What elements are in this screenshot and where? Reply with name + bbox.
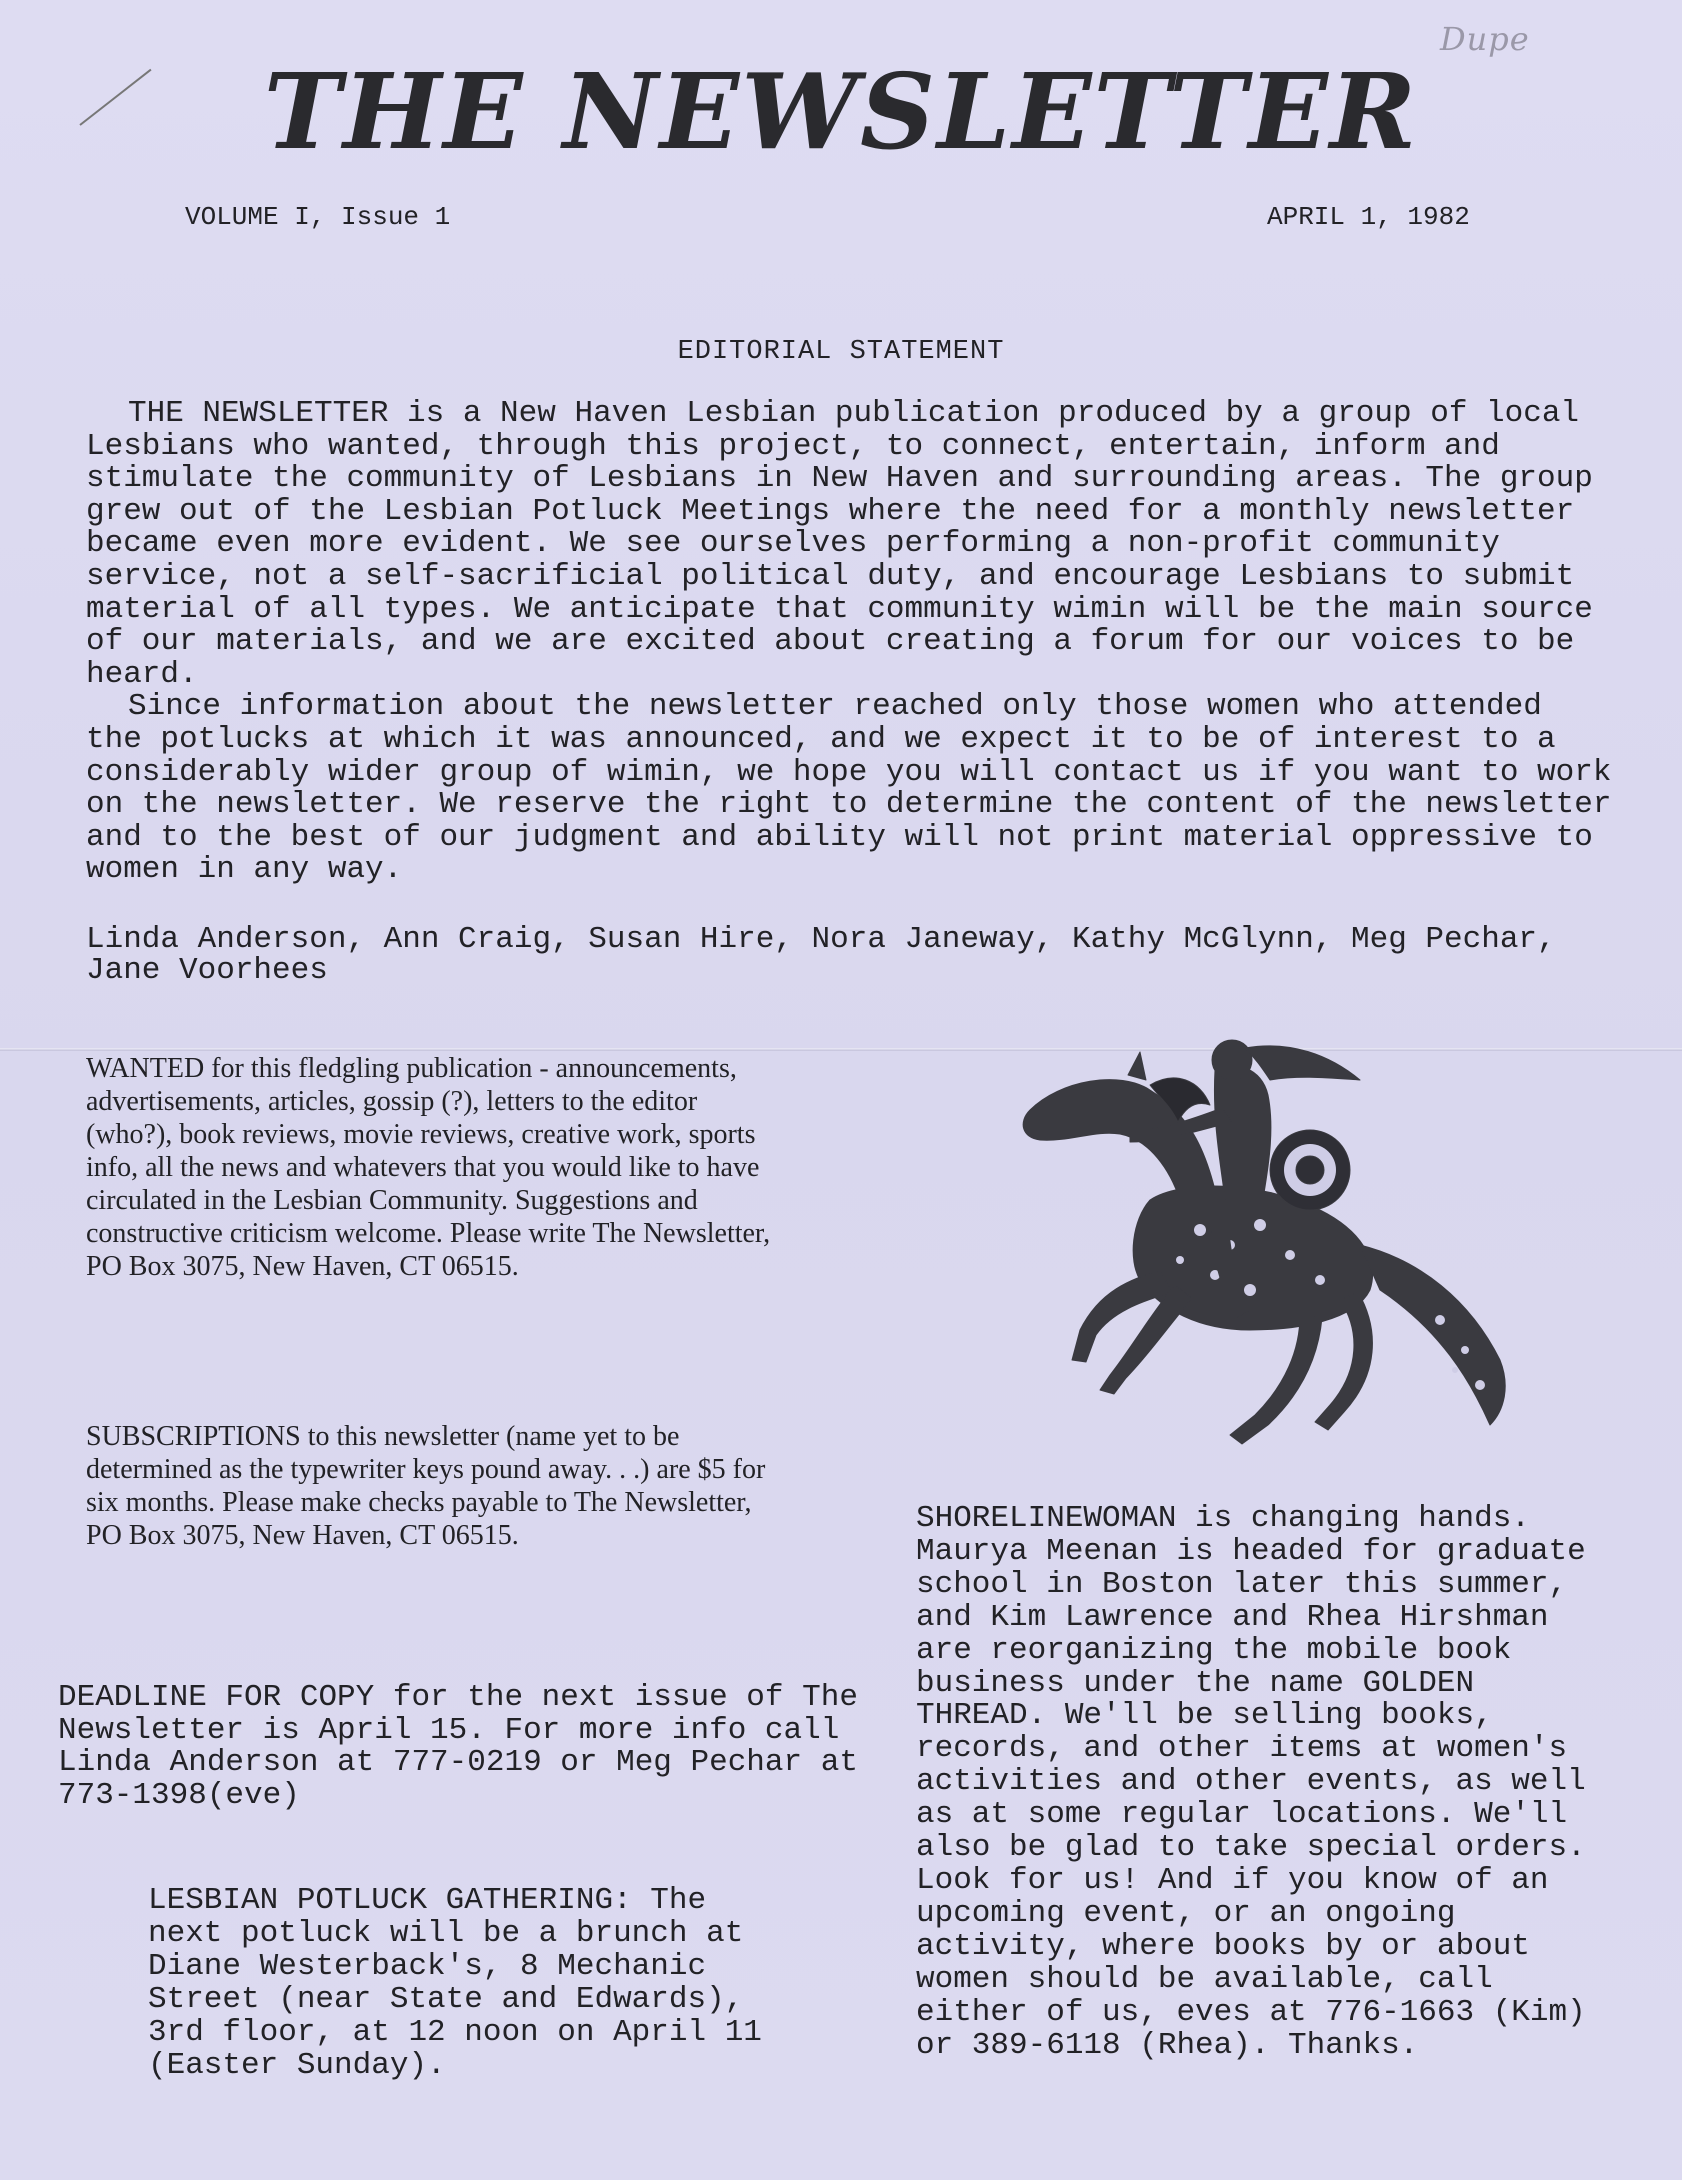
shorelinewoman-notice: SHORELINEWOMAN is changing hands. Maurya Meenan is headed for graduate school in Boston later this summer, and Kim Lawrence and Rhea Hirshman are reorganizing the mobile book business under the name GOLDEN THREAD. We'll be selling books, records, and other items at women's activities and other events, as well as at some regular locations. We'll also be glad to take special orders. Look for us! And if you know of an upcoming event, or an ongoing activity, where books by or about women should be available, call either of us, eves at 776-1663 (Kim) or 389-6118 (Rhea). Thanks. xyxy=(916,1501,1586,2063)
wanted-notice: WANTED for this fledgling publication - announcements, advertisements, articles, gossip (?), letters to the editor (who?), book reviews, movie reviews, creative work, sports info, all the news and whatevers that you would like to have circulated in the Lesbian Community. Suggestions and constructive criticism welcome. Please write The Newsletter, PO Box 3075, New Haven, CT 06515. xyxy=(86,1053,771,1282)
subscriptions-notice: SUBSCRIPTIONS to this newsletter (name yet to be determined as the typewriter keys pound away. . .) are $5 for six months. Please make checks payable to The Newsletter, PO Box 3075, New Haven, CT 06515. xyxy=(86,1421,766,1551)
volume-issue: VOLUME I, Issue 1 xyxy=(185,202,451,232)
horse-and-rider-illustration xyxy=(1000,1030,1520,1480)
editorial-paragraph-1: THE NEWSLETTER is a New Haven Lesbian publication produced by a group of local Lesbians who wanted, through this project, to connect, entertain, inform and stimulate the community of Lesbians in New Haven and surrounding areas. The group grew out of the Lesbian Potluck Meetings where the need for a monthly newsletter became even more evident. We see ourselves performing a non-profit community service, not a self-sacrificial political duty, and encourage Lesbians to submit material of all types. We anticipate that community wimin will be the main source of our materials, and we are excited about creating a forum for our voices to be heard. xyxy=(86,396,1593,692)
editorial-statement xyxy=(86,398,1616,887)
staff-list: Linda Anderson, Ann Craig, Susan Hire, Nora Janeway, Kathy McGlynn, Meg Pechar, Jane Voorhees xyxy=(86,922,1556,988)
issue-date: APRIL 1, 1982 xyxy=(1267,202,1470,232)
masthead-title: THE NEWSLETTER xyxy=(263,50,1419,173)
handwritten-note: Dupe xyxy=(1440,20,1530,58)
editorial-paragraph-2: Since information about the newsletter reached only those women who attended the potlucks at which it was announced, and we expect it to be of interest to a considerably wider group of wimin, we hope you will contact us if you want to work on the newsletter. We reserve the right to determine the content of the newsletter and to the best of our judgment and ability will not print material oppressive to women in any way. xyxy=(86,689,1612,888)
editorial-heading: EDITORIAL STATEMENT xyxy=(677,337,1005,367)
potluck-notice: LESBIAN POTLUCK GATHERING: The next potluck will be a brunch at Diane Westerback's, 8 Mechanic Street (near State and Edwards), 3rd floor, at 12 noon on April 11 (Easter Sunday). xyxy=(148,1883,762,2083)
deadline-notice: DEADLINE FOR COPY for the next issue of The Newsletter is April 15. For more info call Linda Anderson at 777-0219 or Meg Pechar at 773-1398(eve) xyxy=(58,1680,858,1813)
